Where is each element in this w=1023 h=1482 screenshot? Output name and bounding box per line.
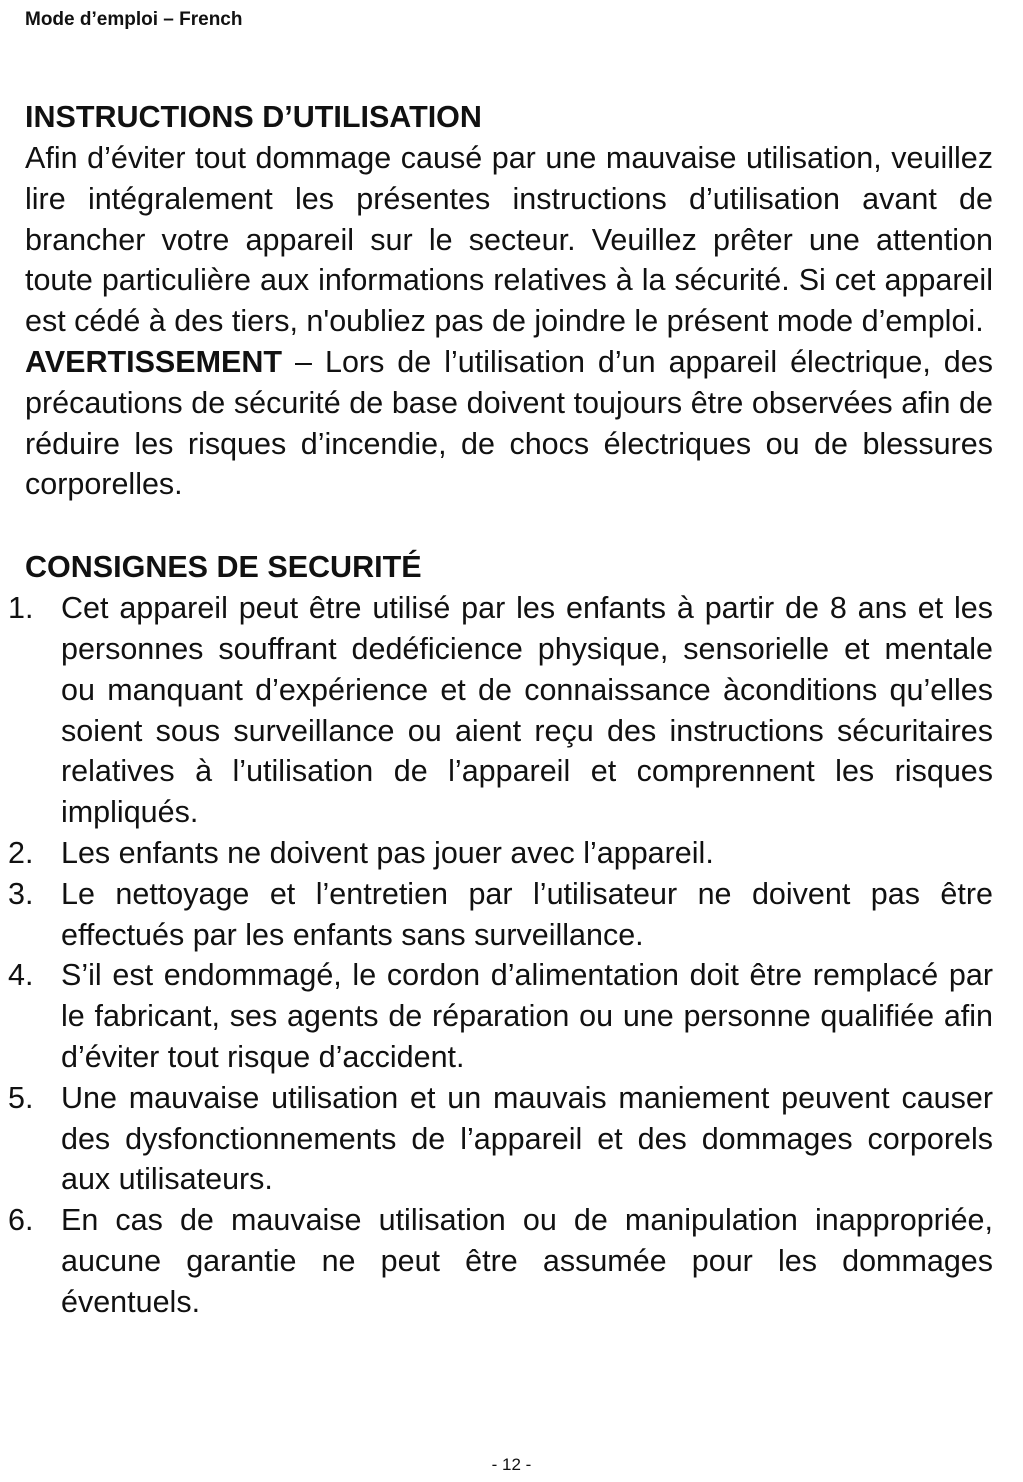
list-item — [8, 955, 993, 1077]
list-item-number: 4. — [8, 958, 34, 993]
section-spacer — [25, 505, 993, 546]
list-item-text: Une mauvaise utilisation et un mauvais maniement peuvent causer des dysfonctionnements de l’appareil et des dommages corporels aux utilisateurs. — [61, 1080, 993, 1197]
warning-label: AVERTISSEMENT — [25, 344, 283, 379]
warning-text: – Lors de l’utilisation d’un appareil électrique, des précautions de sécurité de base doivent toujours être observées afin de réduire les risques d’incendie, de chocs électriques ou de blessures corporelles. — [25, 344, 993, 502]
list-item-number: 3. — [8, 876, 34, 911]
safety-list — [8, 588, 993, 1322]
list-item — [8, 1078, 993, 1200]
list-item-text: Le nettoyage et l’entretien par l’utilisateur ne doivent pas être effectués par les enfants sans surveillance. — [61, 876, 993, 952]
safety-title: CONSIGNES DE SECURITÉ — [25, 550, 422, 585]
list-item-text: Les enfants ne doivent pas jouer avec l’appareil. — [61, 835, 714, 870]
instructions-title: INSTRUCTIONS D’UTILISATION — [25, 100, 482, 134]
list-item-number: 5. — [8, 1080, 34, 1115]
document-header: Mode d’emploi – French — [25, 9, 243, 30]
list-item-text: En cas de mauvaise utilisation ou de manipulation inappropriée, aucune garantie ne peut être assumée pour les dommages éventuels. — [61, 1203, 993, 1319]
list-item — [8, 1200, 993, 1322]
list-item — [8, 833, 993, 874]
instructions-paragraph: Afin d’éviter tout dommage causé par une mauvaise utilisation, veuillez lire intégralement les présentes instructions d’utilisation avant de brancher votre appareil sur le secteur. Veuillez prêter une attention toute particulière aux informations relatives à la sécurité. Si cet appareil est cédé à des tiers, n'oubliez pas de joindre le présent mode d’emploi. — [25, 141, 993, 339]
list-item-number: 6. — [8, 1203, 34, 1238]
list-item-number: 1. — [8, 591, 34, 626]
page-number: - 12 - — [491, 1455, 532, 1474]
warning-paragraph — [25, 342, 993, 505]
list-item — [8, 874, 993, 956]
page-content — [8, 96, 993, 1323]
list-item-text: S’il est endommagé, le cordon d’alimentation doit être remplacé par le fabricant, ses agents de réparation ou une personne qualifiée afin d’éviter tout risque d’accident. — [61, 958, 993, 1074]
list-item-number: 2. — [8, 835, 34, 870]
list-item — [8, 588, 993, 833]
list-item-text: Cet appareil peut être utilisé par les enfants à partir de 8 ans et les personnes souffrant dedéficience physique, sensorielle et mentale ou manquant d’expérience et de connaissance àconditions qu’elles soient sous surveillance ou aient reçu des instructions sécuritaires relatives à l’utilisation de l’appareil et comprennent les risques impliqués. — [61, 591, 993, 830]
